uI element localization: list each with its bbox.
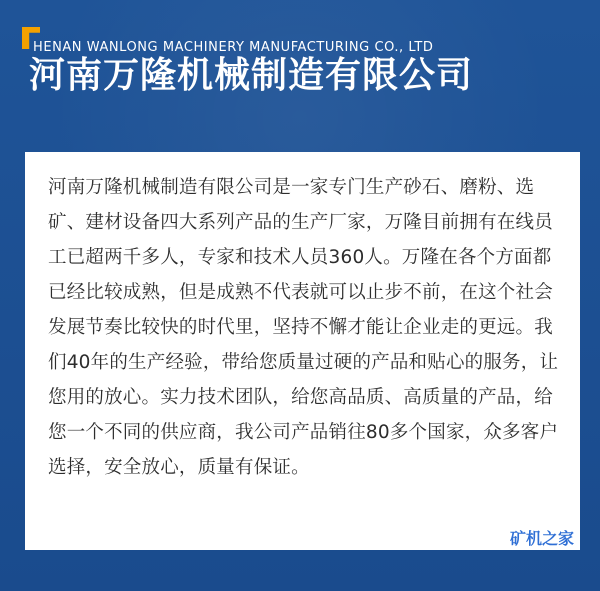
company-description: 河南万隆机械制造有限公司是一家专门生产砂石、磨粉、选矿、建材设备四大系列产品的生产厂家，万隆目前拥有在线员工已超两千多人，专家和技术人员360人。万隆在各个方面都已经比较成熟，但是成熟不代表就可以止步不前，在这个社会发展节奏比较快的时代里，坚持不懈才能让企业走的更远。我们40年的生产经验，带给您质量过硬的产品和贴心的服务，让您用的放心。实力技术团队，给您高品质、高质量的产品，给您一个不同的供应商，我公司产品销往80多个国家，众多客户选择，安全放心，质量有保证。 [48,177,559,478]
english-company-name: HENAN WANLONG MACHINERY MANUFACTURING CO., LTD [33,40,434,55]
chinese-company-name: 河南万隆机械制造有限公司 [29,55,474,96]
watermark-label: 矿机之家 [509,529,574,548]
company-description-card [25,152,580,550]
